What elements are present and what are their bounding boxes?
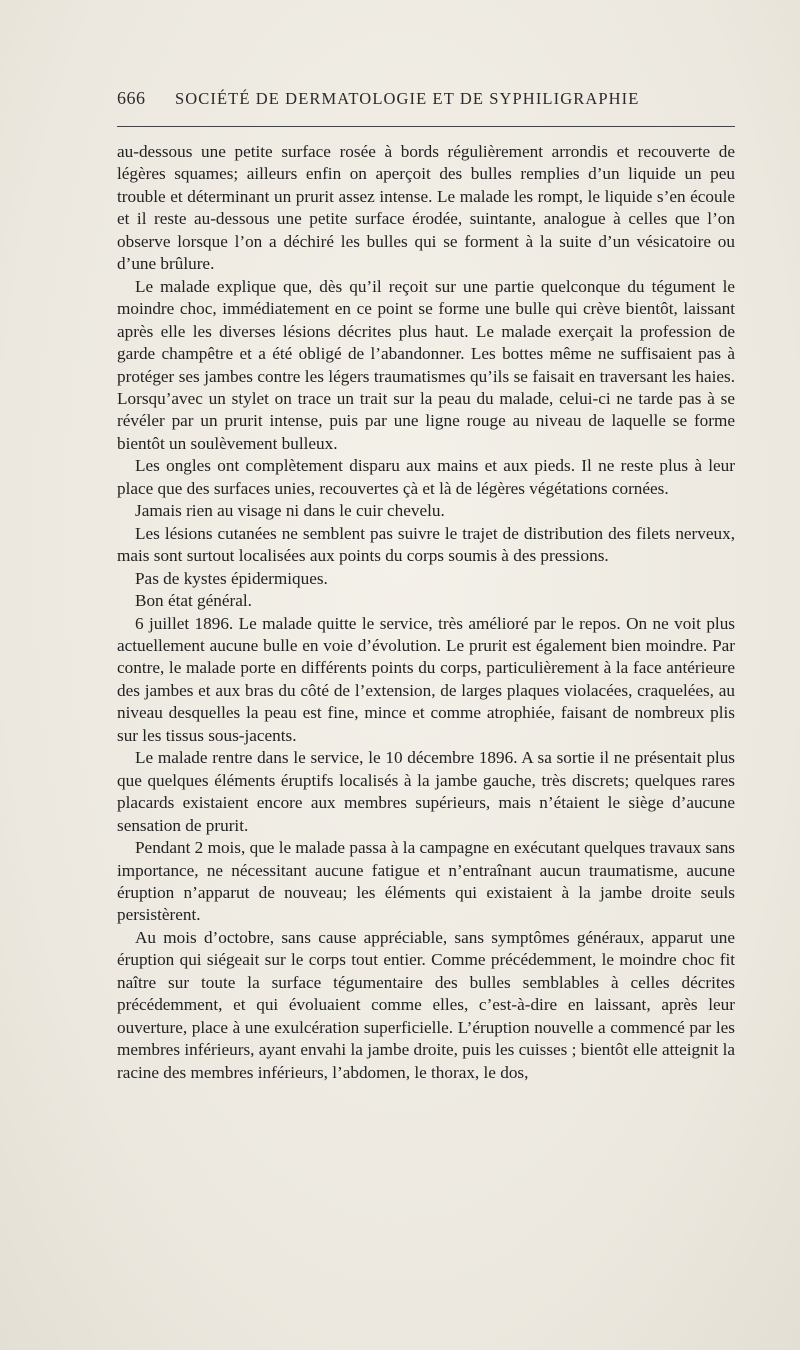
paragraph: Jamais rien au visage ni dans le cuir chevelu. <box>135 501 445 521</box>
paragraph: Les ongles ont complètement disparu aux mains et aux pieds. Il ne reste plus à leur place que des surfaces unies, recouvertes çà et là de légères végétations cornées. <box>117 456 735 498</box>
paragraph: Le malade explique que, dès qu’il reçoit sur une partie quelconque du tégument le moindre choc, immédiatement en ce point se forme une bulle qui crève bientôt, laissant après elle les diverses lésions décrites plus haut. Le malade exerçait la profession de garde champêtre et a été obligé de l’abandonner. Les bottes même ne suffisaient pas à protéger ses jambes contre les légers traumatismes qu’ils se faisait en traversant les haies. Lorsqu’avec un stylet on trace un trait sur la peau du malade, celui-ci ne tarde pas à se révéler par un prurit intense, puis par une ligne rouge au niveau de laquelle se forme bientôt un soulèvement bulleux. <box>117 276 735 453</box>
paragraph: Au mois d’octobre, sans cause appréciable, sans symptômes généraux, apparut une éruption qui siégeait sur le corps tout entier. Comme précédemment, le moindre choc fit naître sur toute la surface tégumentaire des bulles semblables à celles décrites précédemment, et qui évoluaient comme elles, c’est-à-dire en laissant, après leur ouverture, place à une exulcération superficielle. L’éruption nouvelle a commencé par les membres inférieurs, ayant envahi la jambe droite, puis les cuisses ; bientôt elle atteignit la racine des membres inférieurs, l’abdomen, le thorax, le dos, <box>117 927 735 1082</box>
header-rule <box>117 126 735 127</box>
page-header <box>117 88 735 114</box>
paragraph: 6 juillet 1896. Le malade quitte le service, très amélioré par le repos. On ne voit plus actuellement aucune bulle en voie d’évolution. Le prurit est également bien moindre. Par contre, le malade porte en différents points du corps, particulièrement à la face antérieure des jambes et aux bras du côté de l’extension, de larges plaques violacées, craquelées, au niveau desquelles la peau est fine, mince et comme atrophiée, faisant de nombreux plis sur les tissus sous-jacents. <box>117 613 735 745</box>
paragraph: Pendant 2 mois, que le malade passa à la campagne en exécutant quelques travaux sans importance, ne nécessitant aucune fatigue et n’entraînant aucun traumatisme, aucune éruption n’apparut de nouveau; les éléments qui existaient à la jambe droite seuls persistèrent. <box>117 838 735 925</box>
paragraph: au-dessous une petite surface rosée à bords régulièrement arrondis et recouverte de légères squames; ailleurs enfin on aperçoit des bulles remplies d’un liquide un peu trouble et déterminant un prurit assez intense. Le malade les rompt, le liquide s’en écoule et il reste au-dessous une petite surface érodée, suintante, analogue à celles que l’on observe lorsque l’on a déchiré les bulles qui se forment à la suite d’un vésicatoire ou d’une brûlure. <box>117 142 735 274</box>
paragraph: Pas de kystes épidermiques. <box>135 568 328 588</box>
paragraph: Bon état général. <box>135 591 252 611</box>
running-title: SOCIÉTÉ DE DERMATOLOGIE ET DE SYPHILIGRAPHIE <box>175 89 640 108</box>
paragraph: Le malade rentre dans le service, le 10 décembre 1896. A sa sortie il ne présentait plus que quelques éléments éruptifs localisés à la jambe gauche, très discrets; quelques rares placards existaient encore aux membres supérieurs, mais n’étaient le siège d’aucune sensation de prurit. <box>117 748 735 835</box>
body-text <box>117 141 735 1084</box>
page-number: 666 <box>117 88 146 108</box>
paragraph: Les lésions cutanées ne semblent pas suivre le trajet de distribution des filets nerveux, mais sont surtout localisées aux points du corps soumis à des pressions. <box>117 523 735 566</box>
